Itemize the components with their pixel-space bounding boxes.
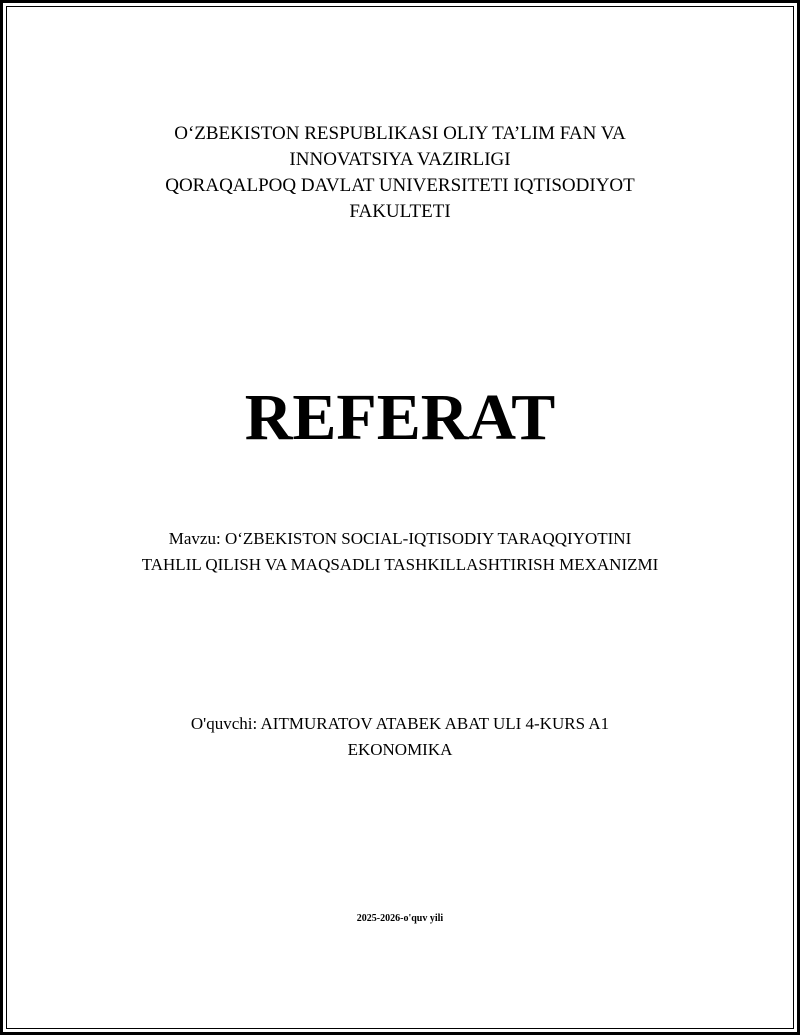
student-line: EKONOMIKA — [347, 740, 453, 759]
academic-year: 2025-2026-o'quv yili — [356, 913, 444, 924]
header-line: FAKULTETI — [349, 201, 451, 222]
student-block — [0, 711, 800, 763]
student-line: O'quvchi: AITMURATOV ATABEK ABAT ULI 4-KURS A1 — [190, 714, 610, 733]
institution-header — [0, 121, 800, 225]
topic-line: TAHLIL QILISH VA MAQSADLI TASHKILLASHTIRISH MEXANIZMI — [141, 555, 659, 574]
topic-block — [0, 526, 800, 578]
topic-line: Mavzu: O‘ZBEKISTON SOCIAL-IQTISODIY TARAQQIYOTINI — [168, 529, 632, 548]
document-title: REFERAT — [244, 381, 556, 454]
header-line: QORAQALPOQ DAVLAT UNIVERSITETI IQTISODIYOT — [165, 175, 635, 196]
header-line: INNOVATSIYA VAZIRLIGI — [289, 149, 511, 170]
header-line: O‘ZBEKISTON RESPUBLIKASI OLIY TA’LIM FAN VA — [174, 123, 626, 144]
